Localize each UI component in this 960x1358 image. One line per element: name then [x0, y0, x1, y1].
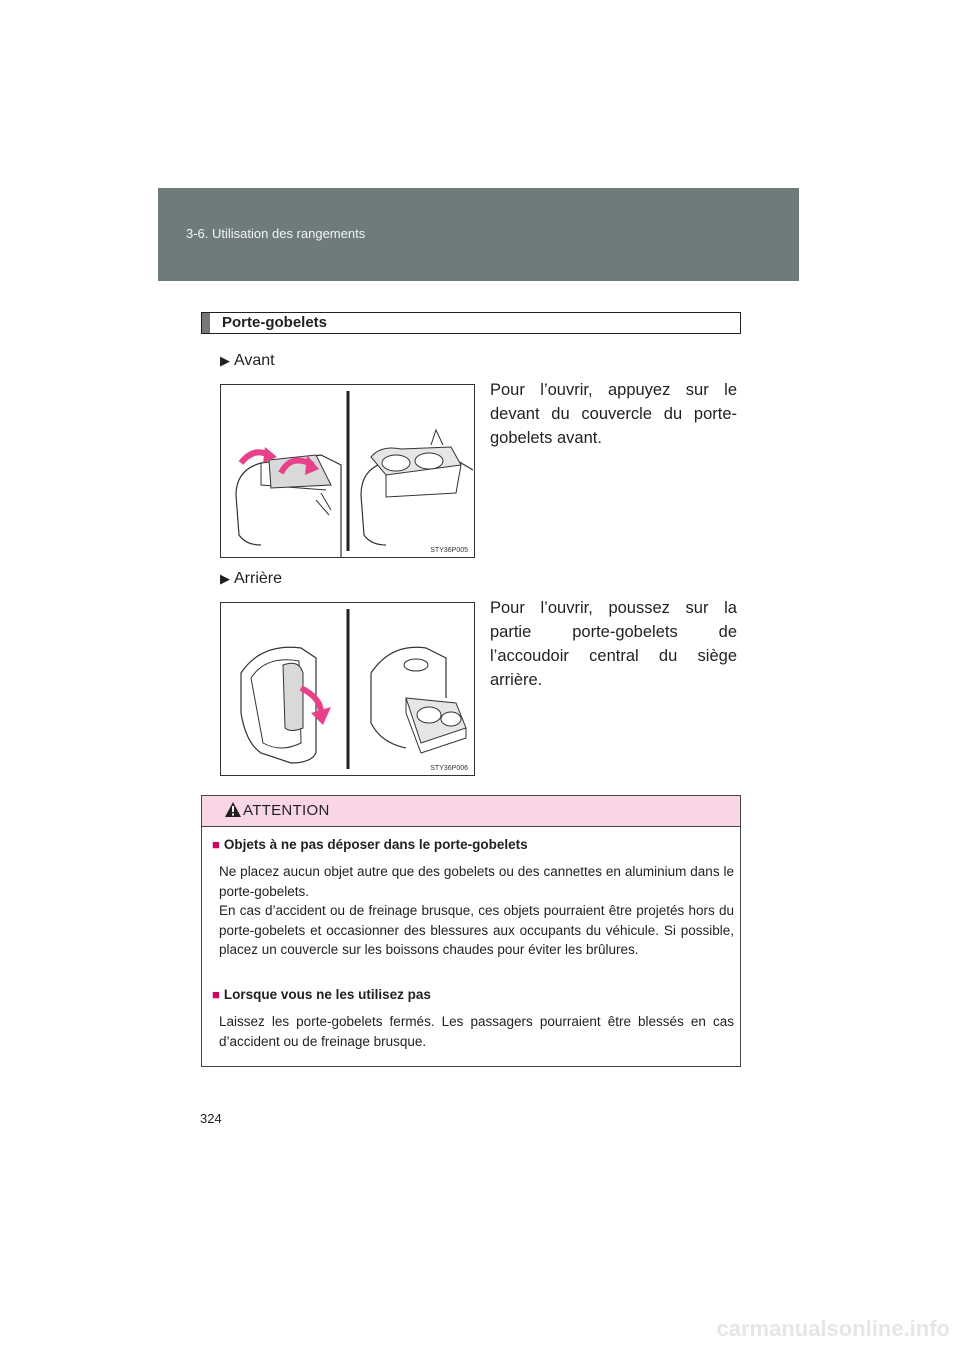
attention-item-text-line: Ne placez aucun objet autre que des gobelets ou des cannettes en aluminium dans le porte-gobelets. [219, 864, 734, 899]
attention-item-text-line: En cas d’accident ou de freinage brusque, ces objets pourraient être projetés hors du porte-gobelets et occasionner des blessures aux occupants du véhicule. Si possible, placez un couvercle sur les boissons chaudes pour éviter les brûlures. [219, 903, 734, 957]
attention-item-heading [212, 837, 528, 852]
figure-code: STY36P006 [430, 765, 468, 772]
attention-item-text: Laissez les porte-gobelets fermés. Les passagers pourraient être blessés en cas d’accident ou de freinage brusque. [219, 1014, 734, 1049]
figure-code: STY36P005 [430, 547, 468, 554]
attention-item-text [219, 862, 734, 960]
attention-item-title: Objets à ne pas déposer dans le porte-gobelets [223, 837, 528, 852]
attention-item-title: Lorsque vous ne les utilisez pas [223, 987, 431, 1002]
attention-box [201, 795, 741, 1067]
rear-heading [220, 570, 282, 588]
rear-description: Pour l’ouvrir, poussez sur la partie porte-gobelets de l’accoudoir central du siège arrière. [490, 599, 737, 689]
section-title: Porte-gobelets [222, 314, 328, 331]
attention-item-heading [212, 987, 431, 1002]
warning-icon [224, 801, 242, 818]
rear-cupholder-illustration [220, 602, 475, 776]
watermark: carmanualsonline.info [716, 1316, 950, 1341]
square-bullet-icon: ■ [212, 987, 220, 1002]
section-breadcrumb: 3-6. Utilisation des rangements [186, 226, 366, 241]
header-band [158, 188, 799, 281]
attention-header [202, 796, 740, 827]
title-bar-marker [202, 313, 210, 333]
rear-label: Arrière [234, 570, 283, 587]
attention-title: ATTENTION [243, 802, 330, 819]
front-description: Pour l’ouvrir, appuyez sur le devant du couvercle du porte-gobelets avant. [490, 381, 737, 447]
triangle-icon: ▶ [220, 571, 230, 586]
square-bullet-icon: ■ [212, 837, 220, 852]
triangle-icon: ▶ [220, 353, 230, 368]
page-number: 324 [200, 1111, 222, 1126]
front-heading [220, 352, 275, 370]
front-label: Avant [234, 352, 275, 369]
front-cupholder-illustration [220, 384, 475, 558]
section-title-box [201, 312, 741, 334]
